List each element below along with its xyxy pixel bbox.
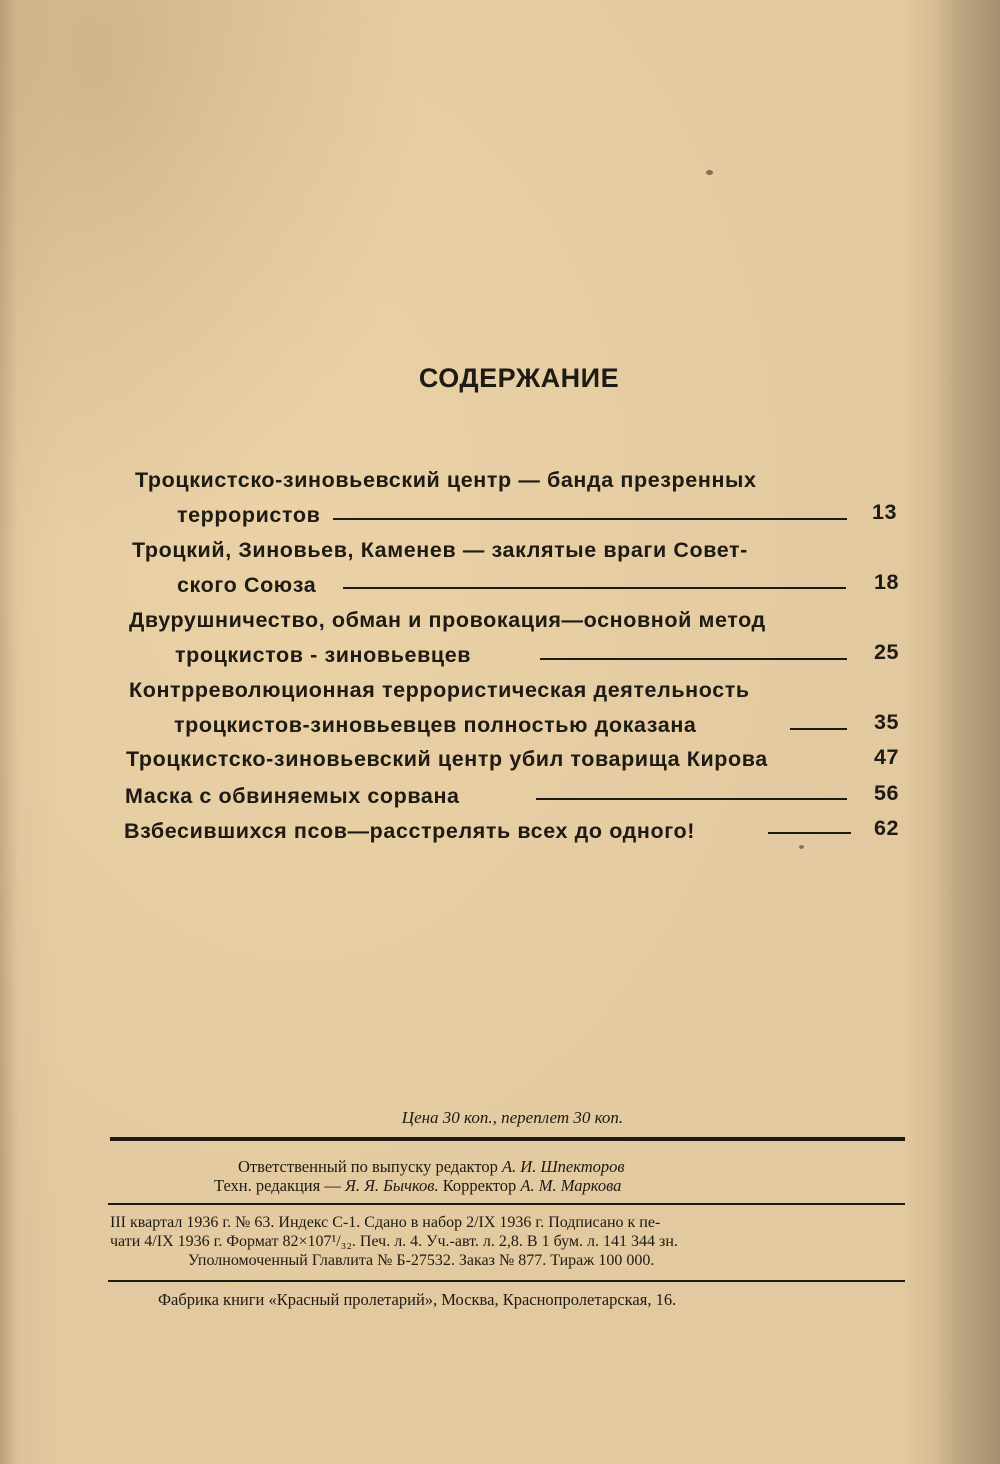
page-edge-shadow bbox=[938, 0, 1000, 1464]
toc-leader bbox=[536, 798, 847, 800]
tech-name: Я. Я. Бычков. bbox=[344, 1176, 439, 1195]
toc-page-number: 47 bbox=[874, 745, 900, 769]
toc-page-number: 35 bbox=[874, 710, 900, 734]
contents-title: СОДЕРЖАНИЕ bbox=[418, 363, 620, 393]
toc-leader bbox=[768, 832, 851, 834]
toc-page-number: 56 bbox=[874, 781, 900, 805]
corrector-label: Корректор bbox=[442, 1176, 517, 1195]
print-spec-line2: чати 4/IX 1936 г. Формат 82×107¹/₃₂. Печ. л. 4. Уч.-авт. л. 2,8. В 1 бум. л. 141 344 зн. bbox=[110, 1233, 678, 1250]
toc-entry-title-line2: ского Союза bbox=[177, 573, 317, 597]
editor-label: Ответственный по выпуску редактор bbox=[238, 1157, 498, 1176]
toc-page-number: 25 bbox=[874, 640, 900, 664]
toc-page-number: 13 bbox=[872, 500, 898, 524]
toc-leader bbox=[540, 658, 847, 660]
toc-entry-title-line2: террористов bbox=[177, 503, 321, 527]
tech-editor-line bbox=[214, 1176, 621, 1196]
editor-name: А. И. Шпекторов bbox=[501, 1157, 625, 1176]
toc-entry-title-line1: Троцкистско-зиновьевский центр — банда презренных bbox=[135, 468, 757, 492]
toc-entry-title-line1: Маска с обвиняемых сорвана bbox=[125, 784, 460, 808]
corrector-name: А. М. Маркова bbox=[520, 1176, 622, 1195]
price-line: Цена 30 коп., переплет 30 коп. bbox=[401, 1108, 624, 1127]
toc-leader bbox=[343, 587, 846, 589]
factory-line: Фабрика книги «Красный пролетарий», Москва, Краснопролетарская, 16. bbox=[158, 1290, 677, 1309]
print-spec-line1: III квартал 1936 г. № 63. Индекс С-1. Сдано в набор 2/IX 1936 г. Подписано к пе- bbox=[110, 1214, 661, 1231]
divider-thin bbox=[108, 1203, 905, 1205]
toc-page-number: 62 bbox=[874, 816, 900, 840]
toc-entry-title-line1: Взбесившихся псов—расстрелять всех до одного! bbox=[124, 819, 695, 843]
toc-leader bbox=[790, 728, 847, 730]
toc-entry-title-line2: троцкистов - зиновьевцев bbox=[175, 643, 472, 667]
print-spec-line3: Уполномоченный Главлита № Б-27532. Заказ № 877. Тираж 100 000. bbox=[188, 1252, 655, 1269]
divider-thin bbox=[108, 1280, 905, 1282]
paper-speck bbox=[706, 170, 713, 175]
toc-entry-title-line1: Троцкистско-зиновьевский центр убил товарища Кирова bbox=[126, 747, 768, 771]
tech-label: Техн. редакция — bbox=[214, 1176, 341, 1195]
paper-speck bbox=[799, 845, 804, 849]
divider-thick bbox=[110, 1137, 905, 1141]
toc-page-number: 18 bbox=[874, 570, 900, 594]
toc-entry-title-line1: Контрреволюционная террористическая деятельность bbox=[129, 678, 750, 702]
toc-entry-title-line1: Троцкий, Зиновьев, Каменев — заклятые враги Совет- bbox=[132, 538, 748, 562]
toc-entry-title-line2: троцкистов-зиновьевцев полностью доказана bbox=[174, 713, 697, 737]
toc-entry-title-line1: Двурушничество, обман и провокация—основной метод bbox=[129, 608, 766, 632]
editor-line bbox=[238, 1157, 625, 1177]
toc-leader bbox=[333, 518, 847, 520]
